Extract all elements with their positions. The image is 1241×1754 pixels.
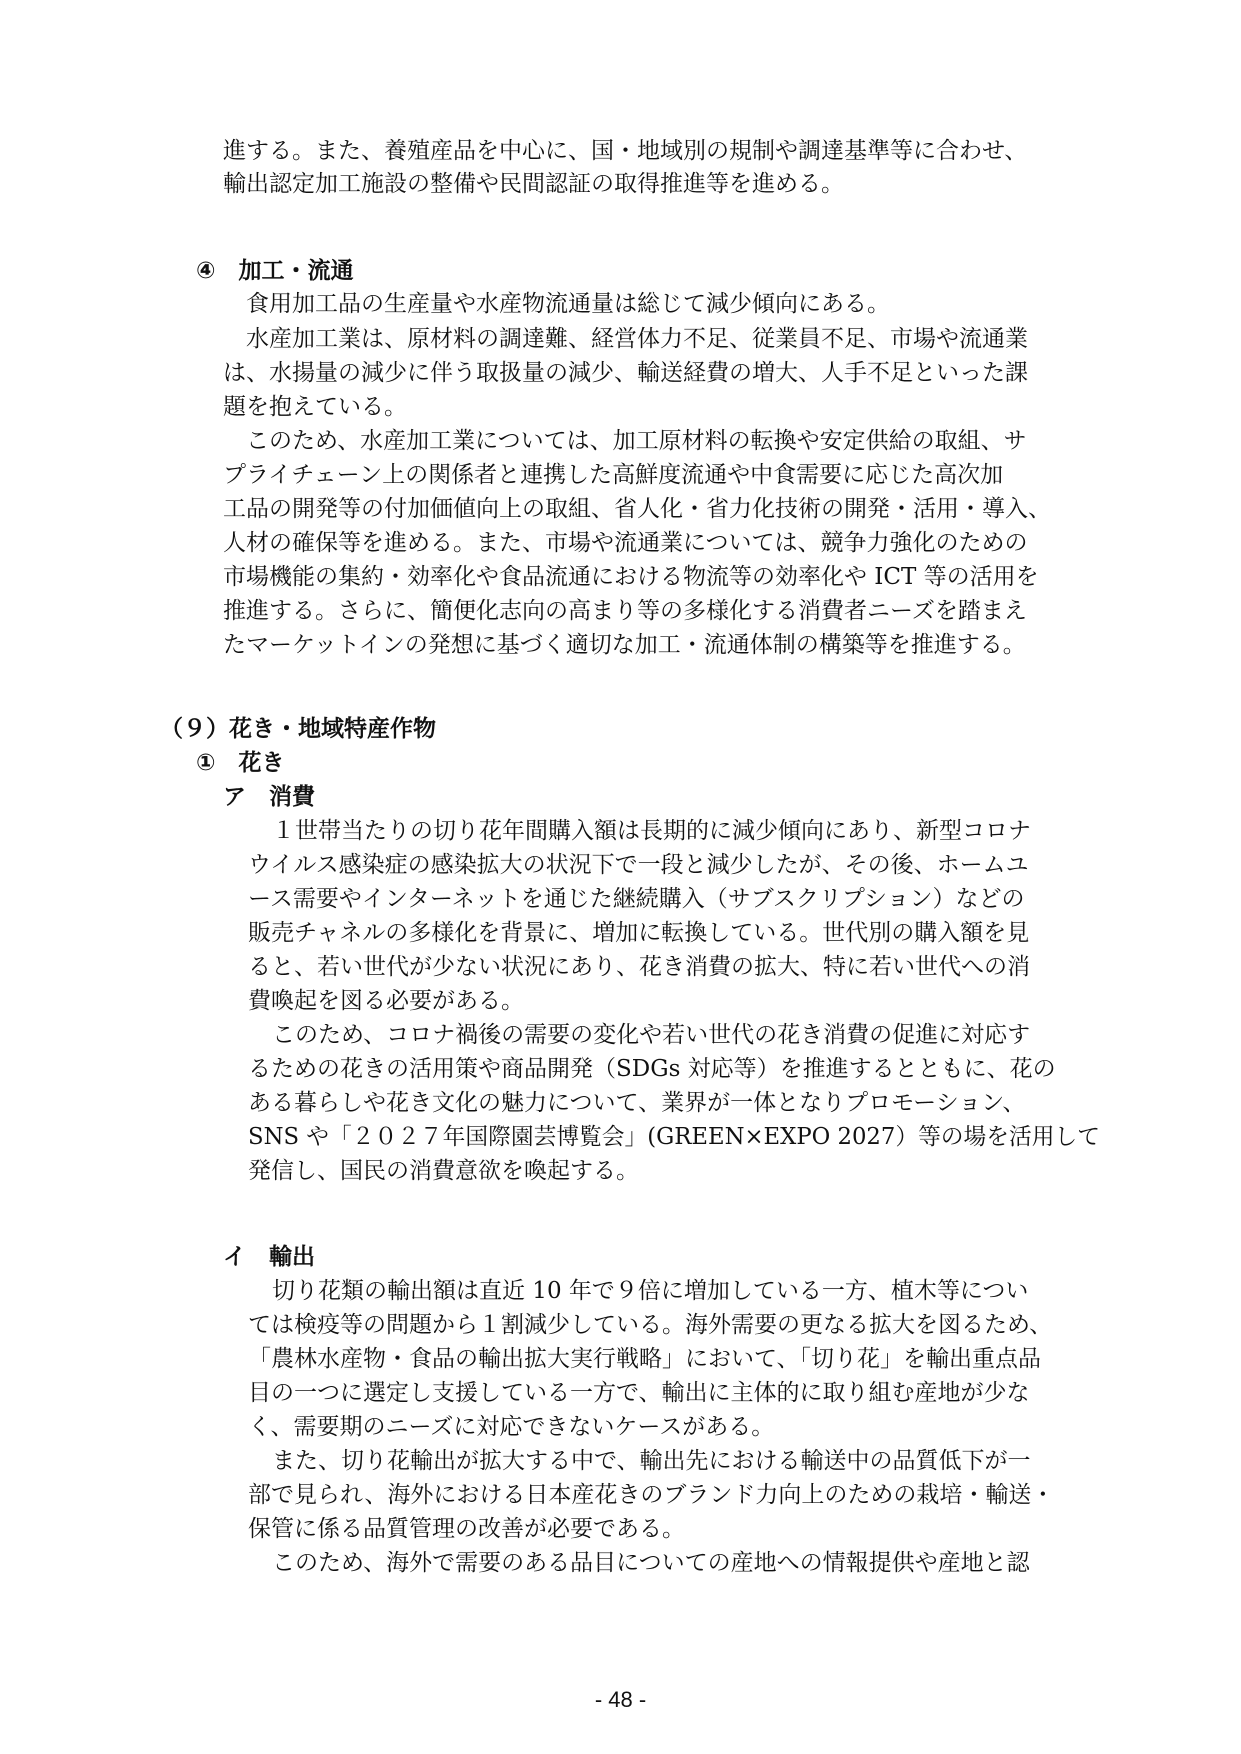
- subsection-heading-flowers: ① 花き: [196, 750, 285, 776]
- text-line: 「農林水産物・食品の輸出拡大実行戦略」において、「切り花」を輸出重点品: [248, 1346, 1042, 1372]
- text-line: 切り花類の輸出額は直近 10 年で９倍に増加している一方、植木等につい: [272, 1278, 1029, 1304]
- text-line: 進する。また、養殖産品を中心に、国・地域別の規制や調達基準等に合わせ、: [223, 138, 1028, 164]
- text-line: 部で見られ、海外における日本産花きのブランド力向上のための栽培・輸送・: [248, 1482, 1055, 1508]
- section-heading-flowers-local-crops: （９）花き・地域特産作物: [160, 716, 436, 742]
- text-line: 目の一つに選定し支援している一方で、輸出に主体的に取り組む産地が少な: [248, 1380, 1030, 1406]
- text-line: 人材の確保等を進める。また、市場や流通業については、競争力強化のための: [223, 530, 1028, 556]
- text-line: 推進する。さらに、簡便化志向の高まり等の多様化する消費者ニーズを踏まえ: [223, 598, 1027, 624]
- text-line: 発信し、国民の消費意欲を喚起する。: [248, 1158, 639, 1184]
- text-line: 水産加工業は、原材料の調達難、経営体力不足、従業員不足、市場や流通業: [246, 326, 1028, 352]
- text-line: SNS や「２０２７年国際園芸博覧会」(GREEN×EXPO 2027）等の場を活用して: [248, 1124, 1100, 1150]
- text-line: 保管に係る品質管理の改善が必要である。: [248, 1516, 685, 1542]
- text-line: 販売チャネルの多様化を背景に、増加に転換している。世代別の購入額を見: [248, 920, 1030, 946]
- text-line: また、切り花輸出が拡大する中で、輸出先における輸送中の品質低下が一: [272, 1448, 1031, 1474]
- text-line: 輸出認定加工施設の整備や民間認証の取得推進等を進める。: [223, 171, 844, 197]
- subsection-heading-consumption: ア 消費: [223, 784, 315, 810]
- text-line: たマーケットインの発想に基づく適切な加工・流通体制の構築等を推進する。: [223, 632, 1026, 658]
- page-number: - 48 -: [594, 1687, 647, 1712]
- text-line: プライチェーン上の関係者と連携した高鮮度流通や中食需要に応じた高次加: [223, 462, 1004, 488]
- text-line: 工品の開発等の付加価値向上の取組、省人化・省力化技術の開発・活用・導入、: [223, 496, 1051, 522]
- text-line: 市場機能の集約・効率化や食品流通における物流等の効率化や ICT 等の活用を: [223, 564, 1039, 590]
- text-line: このため、コロナ禍後の需要の変化や若い世代の花き消費の促進に対応す: [272, 1022, 1031, 1048]
- text-line: このため、水産加工業については、加工原材料の転換や安定供給の取組、サ: [246, 428, 1027, 454]
- text-line: 費喚起を図る必要がある。: [248, 988, 524, 1014]
- text-line: ると、若い世代が少ない状況にあり、花き消費の拡大、特に若い世代への消: [248, 954, 1030, 980]
- text-line: 題を抱えている。: [223, 394, 407, 420]
- text-line: は、水揚量の減少に伴う取扱量の減少、輸送経費の増大、人手不足といった課: [223, 360, 1028, 386]
- text-line: 食用加工品の生産量や水産物流通量は総じて減少傾向にある。: [246, 291, 890, 317]
- text-line: １世帯当たりの切り花年間購入額は長期的に減少傾向にあり、新型コロナ: [272, 818, 1031, 844]
- subsection-heading-export: イ 輸出: [223, 1244, 315, 1270]
- text-line: く、需要期のニーズに対応できないケースがある。: [248, 1414, 775, 1440]
- text-line: ては検疫等の問題から１割減少している。海外需要の更なる拡大を図るため、: [248, 1312, 1053, 1338]
- text-line: るための花きの活用策や商品開発（SDGs 対応等）を推進するとともに、花の: [248, 1056, 1056, 1082]
- text-line: ある暮らしや花き文化の魅力について、業界が一体となりプロモーション、: [248, 1090, 1026, 1116]
- section-heading-processing-distribution: ④ 加工・流通: [196, 258, 354, 284]
- text-line: ース需要やインターネットを通じた継続購入（サブスクリプション）などの: [248, 886, 1025, 912]
- text-line: ウイルス感染症の感染拡大の状況下で一段と減少したが、その後、ホームユ: [248, 852, 1029, 878]
- text-line: このため、海外で需要のある品目についての産地への情報提供や産地と認: [272, 1550, 1030, 1576]
